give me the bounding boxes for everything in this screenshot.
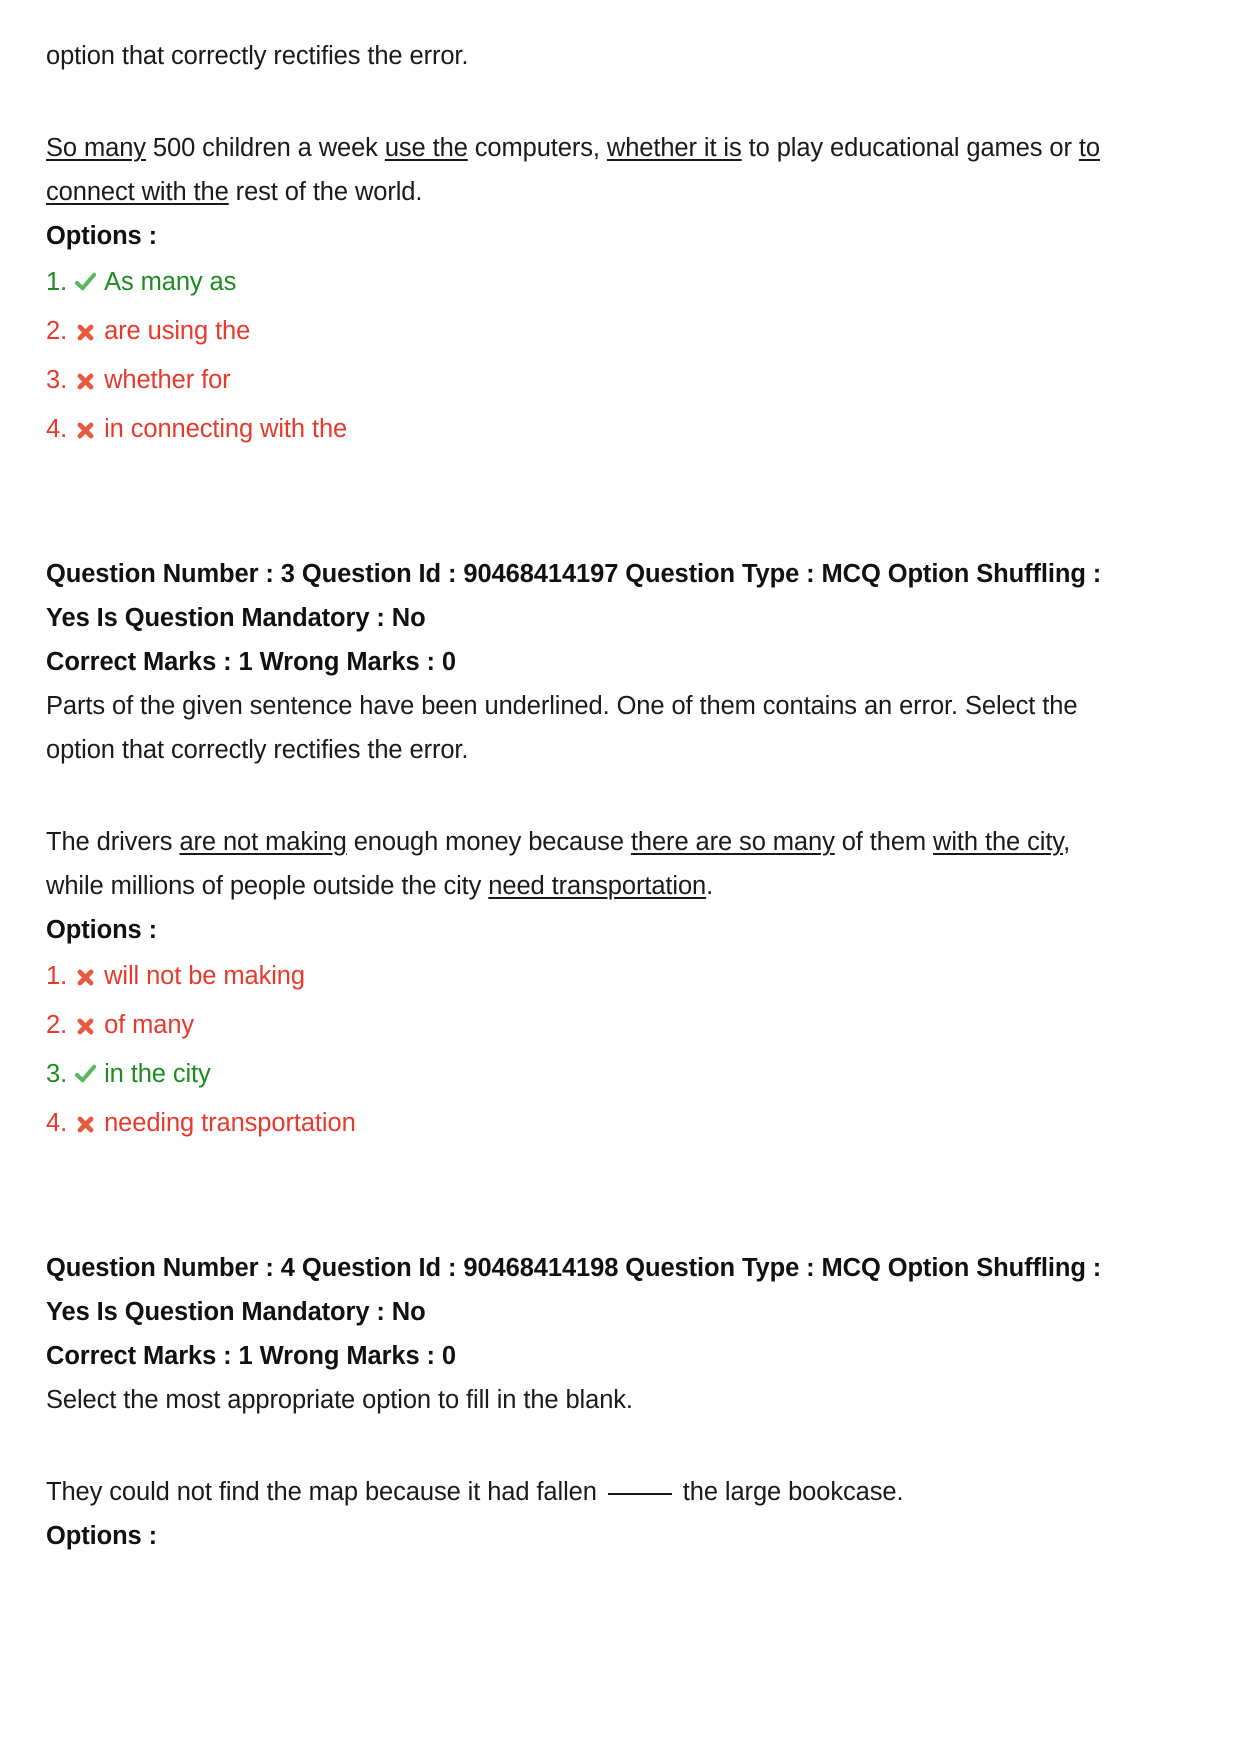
question-4-header <box>46 1246 1122 1334</box>
question-4-header-line2: Question Mandatory : No <box>124 1298 426 1326</box>
question-2-sentence <box>46 126 1122 214</box>
option-number: 4. <box>46 1109 68 1137</box>
option-text: needing transportation <box>104 1109 356 1137</box>
spacer <box>46 1220 1122 1246</box>
sentence-text: 500 children a week <box>145 134 385 162</box>
option-item[interactable] <box>46 405 1122 454</box>
underlined-segment: So many <box>46 134 146 162</box>
question-4-header-line1: Question Number : 4 Question Id : 90468414198 Question Type : MCQ Option Shuffling : Yes Is <box>46 1254 1102 1326</box>
sentence-text: They could not find the map because it had fallen <box>46 1478 604 1506</box>
question-3-header <box>46 552 1122 640</box>
option-text: are using the <box>104 317 251 345</box>
blank-placeholder <box>608 1493 672 1495</box>
option-number: 4. <box>46 415 68 443</box>
option-number: 2. <box>46 317 68 345</box>
sentence-text: . <box>706 872 714 900</box>
question-block-3 <box>46 552 1122 1148</box>
sentence-text: The drivers <box>46 828 180 856</box>
spacer <box>46 526 1122 552</box>
spacer <box>46 1422 1122 1470</box>
spacer <box>46 1148 1122 1220</box>
underlined-segment: are not making <box>179 828 347 856</box>
option-number: 2. <box>46 1011 68 1039</box>
check-mark-icon <box>74 270 97 293</box>
cross-mark-icon <box>74 1015 97 1038</box>
option-text: in connecting with the <box>104 415 348 443</box>
sentence-text: rest of the world. <box>228 178 423 206</box>
question-4-sentence <box>46 1470 1122 1514</box>
options-label: Options : <box>46 916 157 944</box>
option-item[interactable] <box>46 952 1122 1001</box>
question-block-4 <box>46 1246 1122 1558</box>
option-item[interactable] <box>46 1001 1122 1050</box>
spacer <box>46 78 1122 126</box>
options-label: Options : <box>46 1522 157 1550</box>
sentence-text: the large bookcase. <box>675 1478 904 1506</box>
cross-mark-icon <box>74 1113 97 1136</box>
sentence-text: , while millions of people outside the city <box>46 828 1071 900</box>
sentence-text: of them <box>834 828 934 856</box>
cross-mark-icon <box>74 419 97 442</box>
underlined-segment: there are so many <box>630 828 835 856</box>
underlined-segment: need transportation <box>488 872 707 900</box>
option-number: 1. <box>46 268 68 296</box>
options-label: Options : <box>46 222 157 250</box>
check-mark-icon <box>74 1062 97 1085</box>
underlined-segment: with the city <box>933 828 1064 856</box>
underlined-segment: to connect with the <box>46 134 1100 206</box>
question-3-options <box>46 952 1122 1148</box>
sentence-text: to play educational games or <box>741 134 1079 162</box>
question-2-options <box>46 258 1122 454</box>
question-block-2-tail <box>46 34 1122 454</box>
question-3-instruction: Parts of the given sentence have been underlined. One of them contains an error. Select the option that correctly rectifies the error. <box>46 692 1078 764</box>
sentence-text: enough money because <box>346 828 631 856</box>
cross-mark-icon <box>74 321 97 344</box>
option-item[interactable] <box>46 356 1122 405</box>
option-item[interactable] <box>46 258 1122 307</box>
option-number: 1. <box>46 962 68 990</box>
option-text: will not be making <box>104 962 305 990</box>
underlined-segment: whether it is <box>606 134 742 162</box>
question-2-instruction-continued: option that correctly rectifies the error. <box>46 42 469 70</box>
question-4-marks: Correct Marks : 1 Wrong Marks : 0 <box>46 1342 457 1370</box>
cross-mark-icon <box>74 966 97 989</box>
option-text: whether for <box>104 366 231 394</box>
spacer <box>46 454 1122 526</box>
option-text: of many <box>104 1011 195 1039</box>
option-number: 3. <box>46 1060 68 1088</box>
sentence-text: computers, <box>467 134 607 162</box>
question-3-sentence <box>46 820 1122 908</box>
question-3-header-line1: Question Number : 3 Question Id : 90468414197 Question Type : MCQ Option Shuffling : Yes Is <box>46 560 1102 632</box>
question-3-marks: Correct Marks : 1 Wrong Marks : 0 <box>46 648 457 676</box>
underlined-segment: use the <box>384 134 468 162</box>
question-4-instruction: Select the most appropriate option to fill in the blank. <box>46 1386 633 1414</box>
option-item[interactable] <box>46 307 1122 356</box>
option-number: 3. <box>46 366 68 394</box>
spacer <box>46 772 1122 820</box>
option-item[interactable] <box>46 1099 1122 1148</box>
question-3-header-line2: Question Mandatory : No <box>124 604 426 632</box>
option-text: As many as <box>104 268 237 296</box>
cross-mark-icon <box>74 370 97 393</box>
option-text: in the city <box>104 1060 211 1088</box>
option-item[interactable] <box>46 1050 1122 1099</box>
